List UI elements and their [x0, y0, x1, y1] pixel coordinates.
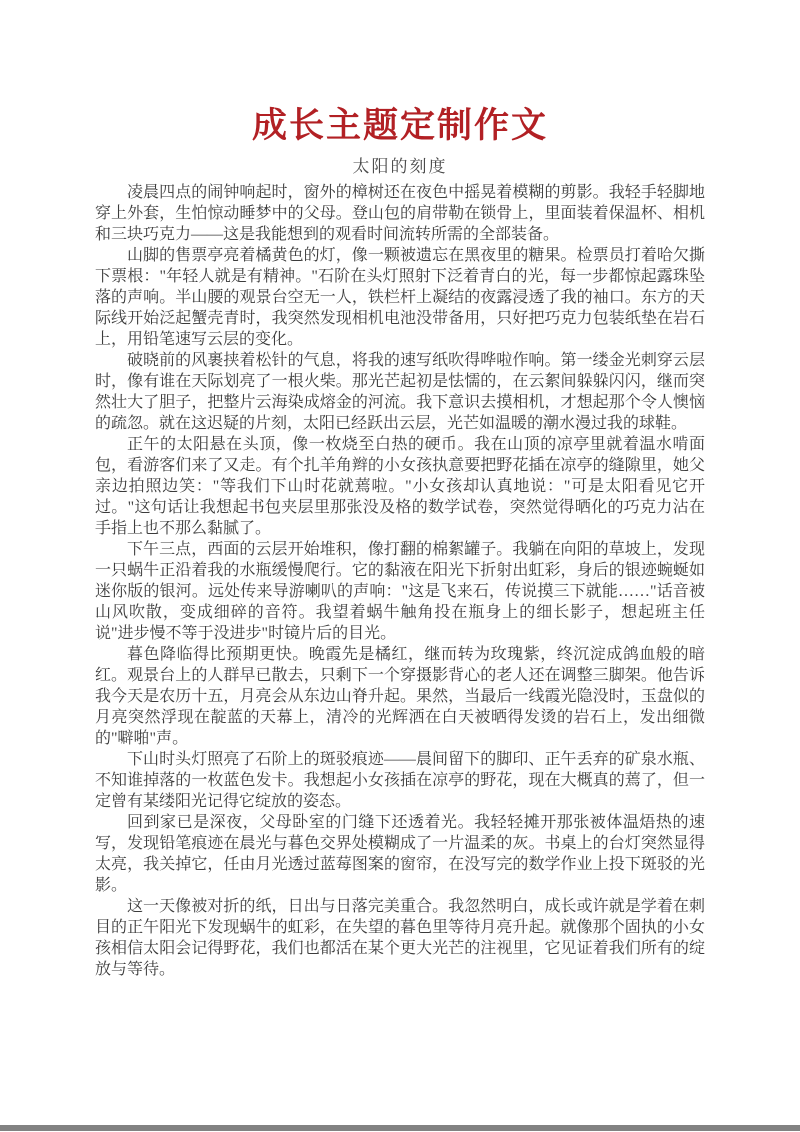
essay-paragraph-3: 破晓前的风裹挟着松针的气息，将我的速写纸吹得哗啦作响。第一缕金光刺穿云层时，像有谁在天际划亮了一根火柴。那光芒起初是怯懦的，在云絮间躲躲闪闪，继而突然壮大了胆子，把整片云海染成熔金的河流。我下意识去摸相机，才想起那个令人懊恼的疏忽。就在这迟疑的片刻，太阳已经跃出云层，光芒如温暖的潮水漫过我的球鞋。	[95, 352, 705, 432]
essay-paragraph-8: 回到家已是深夜，父母卧室的门缝下还透着光。我轻轻摊开那张被体温焐热的速写，发现铅笔痕迹在晨光与暮色交界处模糊成了一片温柔的灰。书桌上的台灯突然显得太亮，我关掉它，任由月光透过蓝莓图案的窗帘，在没写完的数学作业上投下斑驳的光影。	[95, 814, 705, 894]
page-bottom-edge	[0, 1125, 800, 1131]
essay-paragraph-5: 下午三点，西面的云层开始堆积，像打翻的棉絮罐子。我躺在向阳的草坡上，发现一只蜗牛正沿着我的水瓶缓慢爬行。它的黏液在阳光下折射出虹彩，身后的银迹蜿蜒如迷你版的银河。远处传来导游喇叭的声响："这是飞来石，传说摸三下就能……"话音被山风吹散，变成细碎的音符。我望着蜗牛触角投在瓶身上的细长影子，想起班主任说"进步慢不等于没进步"时镜片后的目光。	[95, 541, 705, 642]
essay-paragraph-9: 这一天像被对折的纸，日出与日落完美重合。我忽然明白，成长或许就是学着在刺目的正午阳光下发现蜗牛的虹彩，在失望的暮色里等待月亮升起。就像那个固执的小女孩相信太阳会记得野花，我们也都活在某个更大光芒的注视里，它见证着我们所有的绽放与等待。	[95, 898, 705, 978]
essay-body	[95, 182, 705, 980]
essay-paragraph-6: 暮色降临得比预期更快。晚霞先是橘红，继而转为玫瑰紫，终沉淀成鸽血般的暗红。观景台上的人群早已散去，只剩下一个穿摄影背心的老人还在调整三脚架。他告诉我今天是农历十五，月亮会从东边山脊升起。果然，当最后一线霞光隐没时，玉盘似的月亮突然浮现在靛蓝的天幕上，清冷的光辉洒在白天被晒得发烫的岩石上，发出细微的"噼啪"声。	[95, 646, 705, 747]
essay-paragraph-1: 凌晨四点的闹钟响起时，窗外的樟树还在夜色中摇晃着模糊的剪影。我轻手轻脚地穿上外套，生怕惊动睡梦中的父母。登山包的肩带勒在锁骨上，里面装着保温杯、相机和三块巧克力——这是我能想到的观看时间流转所需的全部装备。	[95, 184, 705, 243]
essay-paragraph-7: 下山时头灯照亮了石阶上的斑驳痕迹——晨间留下的脚印、正午丢弃的矿泉水瓶、不知谁掉落的一枚蓝色发卡。我想起小女孩插在凉亭的野花，现在大概真的蔫了，但一定曾有某缕阳光记得它绽放的姿态。	[95, 751, 705, 810]
essay-paragraph-4: 正午的太阳悬在头顶，像一枚烧至白热的硬币。我在山顶的凉亭里就着温水啃面包，看游客们来了又走。有个扎羊角辫的小女孩执意要把野花插在凉亭的缝隙里，她父亲边拍照边笑："等我们下山时花就蔫啦。"小女孩却认真地说："可是太阳看见它开过。"这句话让我想起书包夹层里那张没及格的数学试卷，突然觉得晒化的巧克力沾在手指上也不那么黏腻了。	[95, 436, 705, 537]
essay-paragraph-2: 山脚的售票亭亮着橘黄色的灯，像一颗被遗忘在黑夜里的糖果。检票员打着哈欠撕下票根："年轻人就是有精神。"石阶在头灯照射下泛着青白的光，每一步都惊起露珠坠落的声响。半山腰的观景台空无一人，铁栏杆上凝结的夜露浸透了我的袖口。东方的天际线开始泛起蟹壳青时，我突然发现相机电池没带备用，只好把巧克力包装纸垫在岩石上，用铅笔速写云层的变化。	[95, 247, 705, 348]
essay-subtitle: 太阳的刻度	[352, 157, 448, 176]
essay-title: 成长主题定制作文	[251, 106, 548, 145]
